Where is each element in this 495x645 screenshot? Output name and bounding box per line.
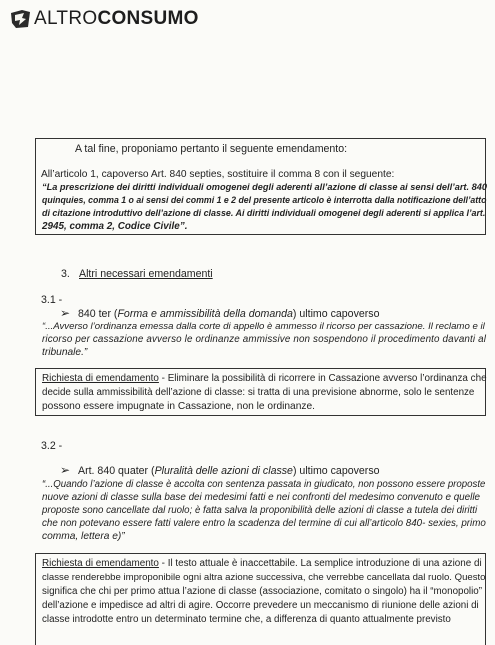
logo-text [34,9,199,29]
request-line: dell’azione e impedisce ad altri di agire. Occorre prevedere un meccanismo di riunione delle azioni di [42,600,479,611]
heading-prefix: 840 ter ( [78,308,118,320]
amendment-instruction: All’articolo 1, capoverso Art. 840 septies, sostituire il comma 8 con il seguente: [41,169,395,180]
request-line: classe introdotte entro un determinato termine che, a differenza di quanto attualmente previsto [42,614,451,625]
item-number-3-2: 3.2 - [41,440,63,452]
header-logo [10,8,199,30]
quote-line-3-2: che non potevano essere fatti valere entro la scadenza del termine di cui all’articolo 840- sexies, primo [42,518,486,529]
item-number-3-1: 3.1 - [41,294,63,306]
logo-text-part2: CONSUMO [97,8,199,29]
quote-line-3-2: comma, lettera e)” [42,531,125,542]
arrow-bullet-icon: ➢ [60,306,71,320]
request-line: significa che chi per primo attua l’azione di classe (associazione, comitato o singolo) ha il “monopolio” [42,586,482,597]
amendment-quote-line: di citazione introduttivo dell’azione di classe. Ai diritti individuali omogenei degli aderenti si applica l’art. [42,208,486,218]
request-line: - Il testo attuale è inaccettabile. La semplice introduzione di una azione di [158,558,482,569]
request-line: possono essere impugnate in Cassazione, non le ordinanze. [42,401,315,412]
amendment-quote-line: quinquies, comma 1 o ai sensi dei commi 1 e 2 del presente articolo è interrotta dalla notificazione dell’atto [42,195,487,205]
item-heading-3-1 [60,307,379,321]
quote-line-3-1: tribunale.” [42,347,88,358]
quote-line-3-2: “...Quando l’azione di classe è accolta con sentenza passata in giudicato, non possono essere proposte [42,479,486,490]
quote-line-3-2: nuove azioni di classe sulla base dei medesimi fatti e nei confronti del medesimo convenuto e quelle [42,492,481,503]
request-text-3-1 [42,372,487,385]
request-label: Richiesta di emendamento [42,373,159,384]
heading-italic: Forma e ammissibilità della domanda [117,308,293,320]
section-number: 3. [61,268,70,280]
section-title: Altri necessari emendamenti [79,268,213,280]
request-line: - Eliminare la possibilità di ricorrere in Cassazione avverso l’ordinanza che [158,373,487,384]
quote-line-3-1: ricorso per cassazione avverso le ordinanze ammissive non sospendono il procedimento davanti al [42,334,487,345]
amendment-quote-line: 2945, comma 2, Codice Civile”. [42,221,188,232]
quote-line-3-2: proposte sono cancellate dal ruolo; è fatta salva la proponibilità delle azioni di classe a tutela dei diritti [42,505,478,516]
arrow-bullet-icon: ➢ [60,463,71,477]
heading-suffix: ) ultimo capoverso [292,308,380,320]
request-label: Richiesta di emendamento [42,558,159,569]
amendment-intro: A tal fine, proponiamo pertanto il seguente emendamento: [75,143,348,155]
request-text-3-2 [42,557,482,570]
heading-italic: Pluralità delle azioni di classe [154,465,293,477]
amendment-quote-line: “La prescrizione dei diritti individuali omogenei degli aderenti all’azione di classe ai sensi dell’art. 840 [42,182,487,192]
item-heading-3-2 [60,464,380,478]
request-line: classe renderebbe improponibile ogni altra azione successiva, che verrebbe cancellata dal ruolo. Questo [42,572,486,583]
logo-text-part1: ALTRO [34,8,98,29]
heading-suffix: ) ultimo capoverso [292,465,380,477]
logo-mark-icon [10,9,32,29]
heading-prefix: Art. 840 quater ( [78,465,155,477]
request-line: decide sulla ammissibilità dell’azione di classe: si tratta di una previsione abnorme, solo le sentenze [42,387,475,398]
quote-line-3-1: “...Avverso l’ordinanza emessa dalla corte di appello è ammesso il ricorso per cassazione. Il reclamo e il [42,321,485,332]
